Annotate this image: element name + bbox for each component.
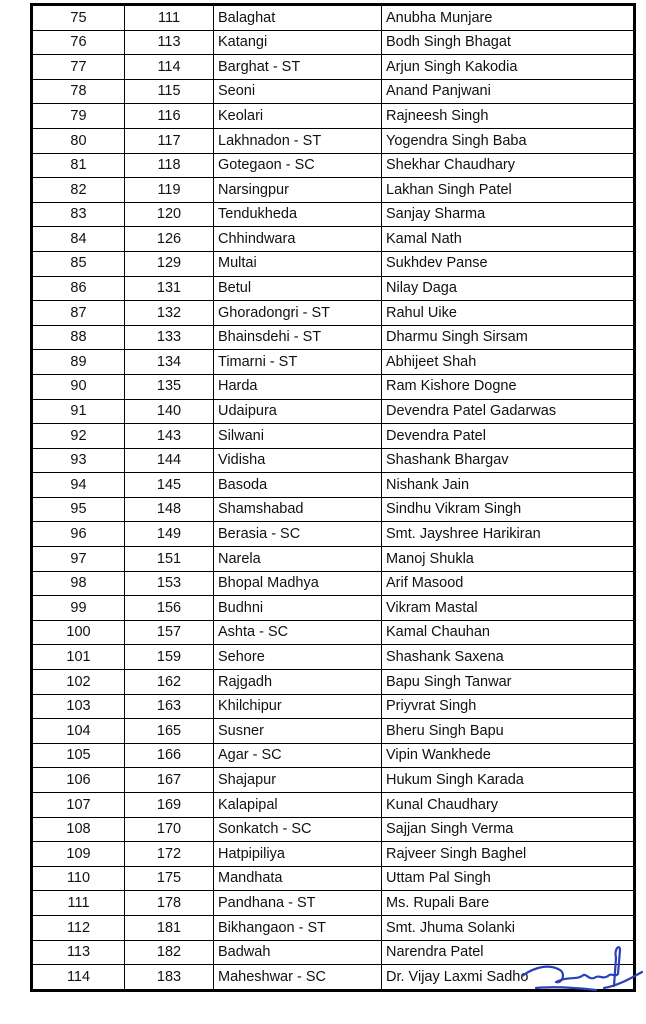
table-row — [33, 743, 634, 768]
constituency-number-cell: 163 — [125, 694, 214, 719]
constituency-name-cell: Sehore — [214, 645, 382, 670]
table-row — [33, 6, 634, 31]
serial-number-cell: 110 — [33, 866, 125, 891]
constituency-number-cell: 165 — [125, 719, 214, 744]
serial-number-cell: 94 — [33, 473, 125, 498]
serial-number-cell: 82 — [33, 178, 125, 203]
candidate-name-cell: Nilay Daga — [382, 276, 634, 301]
serial-number-cell: 108 — [33, 817, 125, 842]
constituency-name-cell: Bhopal Madhya — [214, 571, 382, 596]
candidate-table — [32, 5, 634, 990]
serial-number-cell: 87 — [33, 301, 125, 326]
serial-number-cell: 109 — [33, 842, 125, 867]
constituency-name-cell: Rajgadh — [214, 670, 382, 695]
serial-number-cell: 80 — [33, 128, 125, 153]
constituency-name-cell: Kalapipal — [214, 793, 382, 818]
constituency-number-cell: 162 — [125, 670, 214, 695]
table-row — [33, 104, 634, 129]
constituency-number-cell: 175 — [125, 866, 214, 891]
constituency-number-cell: 156 — [125, 596, 214, 621]
table-row — [33, 374, 634, 399]
constituency-name-cell: Basoda — [214, 473, 382, 498]
constituency-number-cell: 135 — [125, 374, 214, 399]
constituency-number-cell: 159 — [125, 645, 214, 670]
constituency-name-cell: Susner — [214, 719, 382, 744]
constituency-number-cell: 149 — [125, 522, 214, 547]
table-row — [33, 842, 634, 867]
constituency-number-cell: 133 — [125, 325, 214, 350]
candidate-name-cell: Priyvrat Singh — [382, 694, 634, 719]
candidate-name-cell: Smt. Jayshree Harikiran — [382, 522, 634, 547]
constituency-name-cell: Agar - SC — [214, 743, 382, 768]
constituency-name-cell: Udaipura — [214, 399, 382, 424]
serial-number-cell: 79 — [33, 104, 125, 129]
table-row — [33, 55, 634, 80]
candidate-name-cell: Vipin Wankhede — [382, 743, 634, 768]
constituency-number-cell: 167 — [125, 768, 214, 793]
candidate-name-cell: Yogendra Singh Baba — [382, 128, 634, 153]
serial-number-cell: 99 — [33, 596, 125, 621]
table-row — [33, 596, 634, 621]
table-row — [33, 891, 634, 916]
candidate-name-cell: Rajneesh Singh — [382, 104, 634, 129]
serial-number-cell: 111 — [33, 891, 125, 916]
candidate-name-cell: Kunal Chaudhary — [382, 793, 634, 818]
candidate-name-cell: Kamal Nath — [382, 227, 634, 252]
candidate-table-body — [33, 6, 634, 990]
constituency-number-cell: 126 — [125, 227, 214, 252]
candidate-name-cell: Ram Kishore Dogne — [382, 374, 634, 399]
table-row — [33, 178, 634, 203]
constituency-name-cell: Shamshabad — [214, 497, 382, 522]
constituency-name-cell: Lakhnadon - ST — [214, 128, 382, 153]
constituency-number-cell: 129 — [125, 251, 214, 276]
constituency-name-cell: Narsingpur — [214, 178, 382, 203]
candidate-name-cell: Smt. Jhuma Solanki — [382, 915, 634, 940]
constituency-name-cell: Maheshwar - SC — [214, 965, 382, 990]
serial-number-cell: 104 — [33, 719, 125, 744]
serial-number-cell: 90 — [33, 374, 125, 399]
candidate-name-cell: Anand Panjwani — [382, 79, 634, 104]
candidate-name-cell: Rahul Uike — [382, 301, 634, 326]
serial-number-cell: 95 — [33, 497, 125, 522]
table-row — [33, 719, 634, 744]
candidate-name-cell: Hukum Singh Karada — [382, 768, 634, 793]
table-row — [33, 301, 634, 326]
constituency-name-cell: Gotegaon - SC — [214, 153, 382, 178]
serial-number-cell: 101 — [33, 645, 125, 670]
constituency-name-cell: Seoni — [214, 79, 382, 104]
candidate-name-cell: Devendra Patel — [382, 424, 634, 449]
constituency-name-cell: Tendukheda — [214, 202, 382, 227]
table-row — [33, 768, 634, 793]
constituency-name-cell: Pandhana - ST — [214, 891, 382, 916]
serial-number-cell: 77 — [33, 55, 125, 80]
candidate-name-cell: Narendra Patel — [382, 940, 634, 965]
table-row — [33, 399, 634, 424]
constituency-name-cell: Berasia - SC — [214, 522, 382, 547]
serial-number-cell: 83 — [33, 202, 125, 227]
serial-number-cell: 85 — [33, 251, 125, 276]
candidate-name-cell: Sanjay Sharma — [382, 202, 634, 227]
table-row — [33, 227, 634, 252]
constituency-number-cell: 172 — [125, 842, 214, 867]
constituency-name-cell: Badwah — [214, 940, 382, 965]
serial-number-cell: 100 — [33, 620, 125, 645]
candidate-name-cell: Shekhar Chaudhary — [382, 153, 634, 178]
constituency-number-cell: 183 — [125, 965, 214, 990]
candidate-name-cell: Arif Masood — [382, 571, 634, 596]
constituency-name-cell: Budhni — [214, 596, 382, 621]
serial-number-cell: 93 — [33, 448, 125, 473]
candidate-name-cell: Abhijeet Shah — [382, 350, 634, 375]
serial-number-cell: 103 — [33, 694, 125, 719]
constituency-name-cell: Ghoradongri - ST — [214, 301, 382, 326]
serial-number-cell: 81 — [33, 153, 125, 178]
candidate-name-cell: Shashank Saxena — [382, 645, 634, 670]
constituency-name-cell: Vidisha — [214, 448, 382, 473]
candidate-name-cell: Arjun Singh Kakodia — [382, 55, 634, 80]
candidate-name-cell: Sukhdev Panse — [382, 251, 634, 276]
constituency-number-cell: 116 — [125, 104, 214, 129]
constituency-name-cell: Timarni - ST — [214, 350, 382, 375]
serial-number-cell: 114 — [33, 965, 125, 990]
table-row — [33, 817, 634, 842]
serial-number-cell: 97 — [33, 547, 125, 572]
constituency-number-cell: 140 — [125, 399, 214, 424]
constituency-name-cell: Khilchipur — [214, 694, 382, 719]
constituency-name-cell: Silwani — [214, 424, 382, 449]
serial-number-cell: 75 — [33, 6, 125, 31]
table-row — [33, 473, 634, 498]
table-row — [33, 424, 634, 449]
table-row — [33, 497, 634, 522]
serial-number-cell: 106 — [33, 768, 125, 793]
candidate-name-cell: Rajveer Singh Baghel — [382, 842, 634, 867]
table-row — [33, 79, 634, 104]
constituency-name-cell: Keolari — [214, 104, 382, 129]
candidate-name-cell: Bapu Singh Tanwar — [382, 670, 634, 695]
constituency-number-cell: 134 — [125, 350, 214, 375]
constituency-number-cell: 181 — [125, 915, 214, 940]
table-row — [33, 620, 634, 645]
constituency-number-cell: 119 — [125, 178, 214, 203]
constituency-name-cell: Balaghat — [214, 6, 382, 31]
table-row — [33, 276, 634, 301]
serial-number-cell: 107 — [33, 793, 125, 818]
constituency-name-cell: Sonkatch - SC — [214, 817, 382, 842]
candidate-name-cell: Anubha Munjare — [382, 6, 634, 31]
constituency-name-cell: Shajapur — [214, 768, 382, 793]
table-row — [33, 325, 634, 350]
table-row — [33, 670, 634, 695]
constituency-number-cell: 145 — [125, 473, 214, 498]
constituency-number-cell: 111 — [125, 6, 214, 31]
constituency-name-cell: Ashta - SC — [214, 620, 382, 645]
constituency-name-cell: Hatpipiliya — [214, 842, 382, 867]
constituency-number-cell: 166 — [125, 743, 214, 768]
candidate-name-cell: Dharmu Singh Sirsam — [382, 325, 634, 350]
constituency-number-cell: 113 — [125, 30, 214, 55]
candidate-name-cell: Dr. Vijay Laxmi Sadho — [382, 965, 634, 990]
constituency-name-cell: Katangi — [214, 30, 382, 55]
constituency-number-cell: 157 — [125, 620, 214, 645]
constituency-number-cell: 144 — [125, 448, 214, 473]
candidate-name-cell: Bodh Singh Bhagat — [382, 30, 634, 55]
candidate-list-sheet — [30, 3, 636, 992]
candidate-name-cell: Kamal Chauhan — [382, 620, 634, 645]
serial-number-cell: 86 — [33, 276, 125, 301]
serial-number-cell: 92 — [33, 424, 125, 449]
serial-number-cell: 91 — [33, 399, 125, 424]
serial-number-cell: 84 — [33, 227, 125, 252]
constituency-name-cell: Multai — [214, 251, 382, 276]
table-row — [33, 153, 634, 178]
constituency-name-cell: Harda — [214, 374, 382, 399]
table-row — [33, 128, 634, 153]
serial-number-cell: 102 — [33, 670, 125, 695]
constituency-name-cell: Mandhata — [214, 866, 382, 891]
serial-number-cell: 113 — [33, 940, 125, 965]
table-row — [33, 202, 634, 227]
constituency-number-cell: 118 — [125, 153, 214, 178]
constituency-name-cell: Bhainsdehi - ST — [214, 325, 382, 350]
table-row — [33, 866, 634, 891]
constituency-number-cell: 148 — [125, 497, 214, 522]
constituency-name-cell: Chhindwara — [214, 227, 382, 252]
constituency-name-cell: Betul — [214, 276, 382, 301]
serial-number-cell: 88 — [33, 325, 125, 350]
constituency-number-cell: 170 — [125, 817, 214, 842]
candidate-name-cell: Lakhan Singh Patel — [382, 178, 634, 203]
constituency-number-cell: 153 — [125, 571, 214, 596]
serial-number-cell: 105 — [33, 743, 125, 768]
constituency-number-cell: 114 — [125, 55, 214, 80]
constituency-number-cell: 120 — [125, 202, 214, 227]
constituency-number-cell: 115 — [125, 79, 214, 104]
serial-number-cell: 78 — [33, 79, 125, 104]
constituency-number-cell: 117 — [125, 128, 214, 153]
constituency-number-cell: 143 — [125, 424, 214, 449]
table-row — [33, 350, 634, 375]
constituency-name-cell: Barghat - ST — [214, 55, 382, 80]
serial-number-cell: 112 — [33, 915, 125, 940]
candidate-name-cell: Sindhu Vikram Singh — [382, 497, 634, 522]
candidate-name-cell: Bheru Singh Bapu — [382, 719, 634, 744]
serial-number-cell: 76 — [33, 30, 125, 55]
candidate-name-cell: Manoj Shukla — [382, 547, 634, 572]
constituency-number-cell: 131 — [125, 276, 214, 301]
constituency-number-cell: 169 — [125, 793, 214, 818]
candidate-name-cell: Shashank Bhargav — [382, 448, 634, 473]
table-row — [33, 448, 634, 473]
table-row — [33, 547, 634, 572]
table-row — [33, 965, 634, 990]
table-row — [33, 251, 634, 276]
constituency-name-cell: Narela — [214, 547, 382, 572]
serial-number-cell: 98 — [33, 571, 125, 596]
candidate-name-cell: Nishank Jain — [382, 473, 634, 498]
candidate-name-cell: Devendra Patel Gadarwas — [382, 399, 634, 424]
constituency-number-cell: 178 — [125, 891, 214, 916]
table-row — [33, 694, 634, 719]
table-row — [33, 645, 634, 670]
candidate-name-cell: Ms. Rupali Bare — [382, 891, 634, 916]
table-row — [33, 940, 634, 965]
table-row — [33, 571, 634, 596]
table-row — [33, 30, 634, 55]
serial-number-cell: 96 — [33, 522, 125, 547]
constituency-number-cell: 151 — [125, 547, 214, 572]
constituency-number-cell: 182 — [125, 940, 214, 965]
table-row — [33, 793, 634, 818]
table-row — [33, 915, 634, 940]
candidate-name-cell: Uttam Pal Singh — [382, 866, 634, 891]
candidate-name-cell: Sajjan Singh Verma — [382, 817, 634, 842]
candidate-name-cell: Vikram Mastal — [382, 596, 634, 621]
serial-number-cell: 89 — [33, 350, 125, 375]
constituency-number-cell: 132 — [125, 301, 214, 326]
constituency-name-cell: Bikhangaon - ST — [214, 915, 382, 940]
table-row — [33, 522, 634, 547]
